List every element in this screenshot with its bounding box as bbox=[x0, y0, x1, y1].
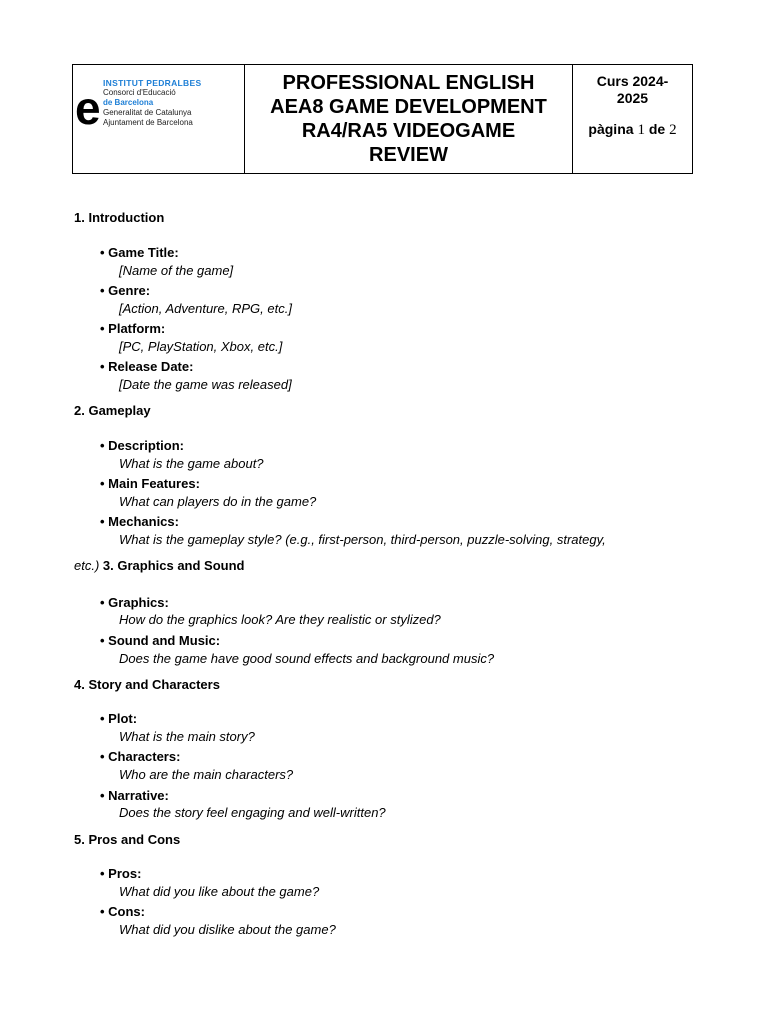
logo-line: Generalitat de Catalunya bbox=[103, 108, 192, 117]
list-item-label: • Graphics: bbox=[100, 595, 169, 610]
list-item-label: • Game Title: bbox=[100, 245, 179, 260]
list-item-description: Does the game have good sound effects and background music? bbox=[119, 651, 495, 666]
page-total: 2 bbox=[669, 122, 677, 138]
list-item-label: • Narrative: bbox=[100, 788, 169, 803]
list-item-description: What is the gameplay style? (e.g., first-person, third-person, puzzle-solving, strategy, bbox=[119, 532, 606, 547]
logo-line: de Barcelona bbox=[103, 98, 154, 107]
title-line: PROFESSIONAL ENGLISH bbox=[282, 72, 535, 94]
section-heading-gameplay: 2. Gameplay bbox=[74, 403, 151, 418]
list-item-description: [Action, Adventure, RPG, etc.] bbox=[119, 301, 292, 316]
page-of: de bbox=[648, 121, 666, 137]
title-line: REVIEW bbox=[369, 144, 448, 166]
list-item-label: • Platform: bbox=[100, 321, 166, 336]
title-line: RA4/RA5 VIDEOGAME bbox=[301, 120, 516, 142]
course-info bbox=[573, 65, 692, 173]
list-item-label: • Release Date: bbox=[100, 359, 194, 374]
section-heading-introduction: 1. Introduction bbox=[74, 210, 165, 225]
list-item-description: What did you like about the game? bbox=[119, 884, 320, 899]
list-item-description: [Name of the game] bbox=[119, 263, 234, 278]
list-item-description: What is the game about? bbox=[119, 456, 264, 471]
list-item-label: • Plot: bbox=[100, 711, 138, 726]
document-header bbox=[72, 64, 693, 174]
continuation-text: etc.) bbox=[74, 558, 100, 573]
page-current: 1 bbox=[637, 122, 645, 138]
page-indicator bbox=[588, 121, 676, 139]
list-item-description: [Date the game was released] bbox=[119, 377, 292, 392]
list-item-label: • Mechanics: bbox=[100, 514, 179, 529]
document-title bbox=[245, 65, 573, 173]
list-item-description: What is the main story? bbox=[119, 729, 255, 744]
list-item-label: • Genre: bbox=[100, 283, 151, 298]
list-item-description: What did you dislike about the game? bbox=[119, 922, 336, 937]
logo-line: Ajuntament de Barcelona bbox=[103, 118, 193, 127]
list-item-label: • Characters: bbox=[100, 749, 181, 764]
school-logo bbox=[73, 65, 245, 173]
list-item-description: [PC, PlayStation, Xbox, etc.] bbox=[119, 339, 283, 354]
section-heading-graphics-sound: 3. Graphics and Sound bbox=[99, 558, 245, 573]
logo-line: Consorci d'Educació bbox=[103, 88, 176, 97]
list-item-label: • Sound and Music: bbox=[100, 633, 221, 648]
title-line: AEA8 GAME DEVELOPMENT bbox=[270, 96, 547, 118]
course-year-line1: Curs 2024- bbox=[596, 73, 669, 89]
section-heading-story-characters: 4. Story and Characters bbox=[74, 677, 220, 692]
list-item-description: Does the story feel engaging and well-written? bbox=[119, 805, 386, 820]
list-item-label: • Cons: bbox=[100, 904, 145, 919]
list-item-description: What can players do in the game? bbox=[119, 494, 317, 509]
logo-school-name: INSTITUT PEDRALBES bbox=[103, 78, 202, 88]
logo-text bbox=[103, 78, 201, 128]
list-item-label: • Description: bbox=[100, 438, 185, 453]
list-item-description: How do the graphics look? Are they realistic or stylized? bbox=[119, 612, 441, 627]
page-word: pàgina bbox=[588, 121, 634, 137]
section-heading-pros-cons: 5. Pros and Cons bbox=[74, 832, 181, 847]
continuation-line bbox=[74, 558, 245, 574]
list-item-description: Who are the main characters? bbox=[119, 767, 294, 782]
list-item-label: • Pros: bbox=[100, 866, 142, 881]
course-year-line2: 2025 bbox=[616, 90, 649, 106]
list-item-label: • Main Features: bbox=[100, 476, 200, 491]
logo-e-icon: e bbox=[75, 82, 101, 134]
